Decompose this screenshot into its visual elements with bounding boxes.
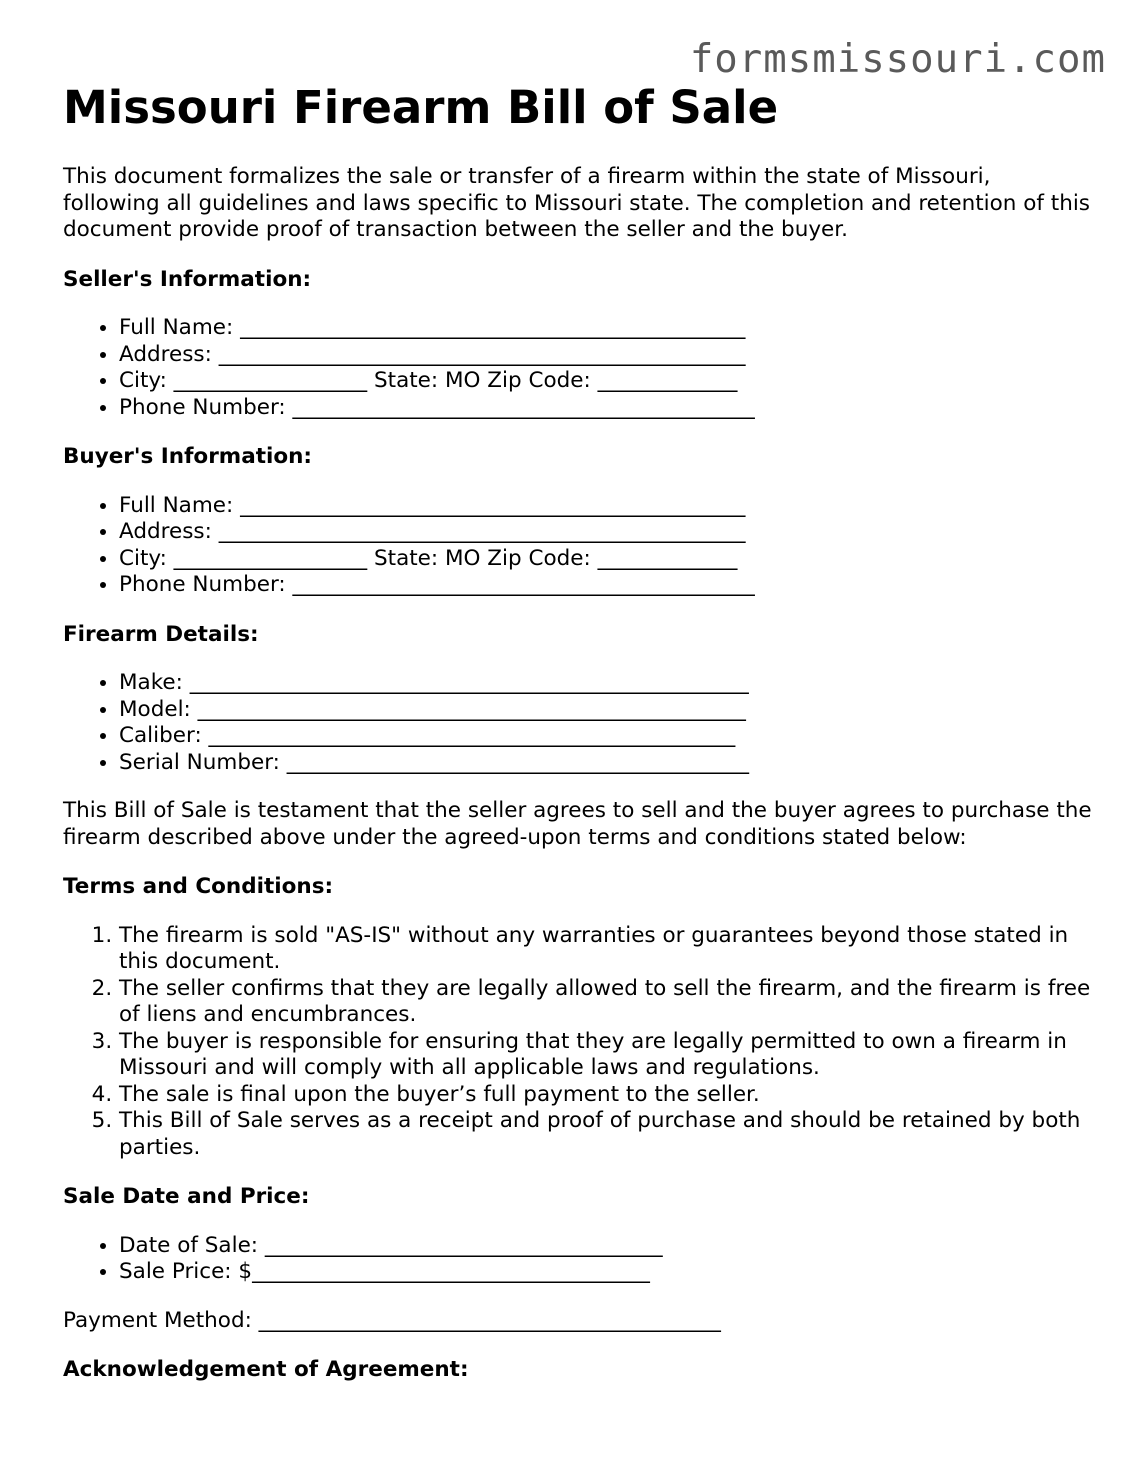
buyer-list (63, 493, 1093, 599)
term-item: 4. The sale is final upon the buyer’s full payment to the seller. (119, 1082, 1093, 1109)
firearm-make-field[interactable]: • Make: ____________________________________________________ (119, 670, 1093, 697)
term-item: 1. The firearm is sold "AS-IS" without any warranties or guarantees beyond those stated in this document. (119, 923, 1093, 976)
terms-list (63, 923, 1093, 1162)
seller-city-state-zip-field[interactable]: • City: __________________ State: MO Zip Code: _____________ (119, 368, 1093, 395)
buyer-city-state-zip-field[interactable]: • City: __________________ State: MO Zip Code: _____________ (119, 546, 1093, 573)
firearm-heading: Firearm Details: (63, 621, 259, 647)
seller-heading: Seller's Information: (63, 266, 312, 292)
seller-phone-field[interactable]: • Phone Number: ___________________________________________ (119, 395, 1093, 422)
buyer-address-field[interactable]: • Address: _________________________________________________ (119, 519, 1093, 546)
term-item: 5. This Bill of Sale serves as a receipt and proof of purchase and should be retained by both parties. (119, 1108, 1093, 1161)
sale-price-field[interactable]: • Sale Price: $_____________________________________ (119, 1259, 1093, 1286)
term-item: 3. The buyer is responsible for ensuring that they are legally permitted to own a firearm in Missouri and will comply with all applicable laws and regulations. (119, 1029, 1093, 1082)
firearm-list (63, 670, 1093, 776)
buyer-full-name-field[interactable]: • Full Name: _______________________________________________ (119, 493, 1093, 520)
terms-heading: Terms and Conditions: (63, 874, 334, 899)
term-item: 2. The seller confirms that they are legally allowed to sell the firearm, and the firearm is free of liens and encumbrances. (119, 976, 1093, 1029)
watermark: formsmissouri.com (689, 37, 1106, 82)
buyer-heading: Buyer's Information: (63, 444, 313, 469)
firearm-model-field[interactable]: • Model: ___________________________________________________ (119, 697, 1093, 724)
document-page (63, 80, 1093, 1384)
acknowledgement-heading: Acknowledgement of Agreement: (63, 1357, 469, 1382)
sale-list (63, 1233, 1093, 1286)
firearm-serial-field[interactable]: • Serial Number: ___________________________________________ (119, 750, 1093, 777)
seller-list (63, 315, 1093, 421)
page-title: Missouri Firearm Bill of Sale (63, 81, 779, 134)
payment-method-field[interactable]: Payment Method: ___________________________________________ (63, 1307, 721, 1333)
firearm-caliber-field[interactable]: • Caliber: _________________________________________________ (119, 723, 1093, 750)
sale-date-field[interactable]: • Date of Sale: _____________________________________ (119, 1233, 1093, 1260)
intro-paragraph: This document formalizes the sale or transfer of a firearm within the state of Missouri, following all guidelines and laws specific to Missouri state. The completion and retention of this document provide proof of transaction between the seller and the buyer. (63, 164, 1091, 242)
sale-heading: Sale Date and Price: (63, 1184, 310, 1209)
testament-paragraph: This Bill of Sale is testament that the seller agrees to sell and the buyer agrees to purchase the firearm described above under the agreed-upon terms and conditions stated below: (63, 798, 1092, 850)
buyer-phone-field[interactable]: • Phone Number: ___________________________________________ (119, 572, 1093, 599)
seller-address-field[interactable]: • Address: _________________________________________________ (119, 342, 1093, 369)
seller-full-name-field[interactable]: • Full Name: _______________________________________________ (119, 315, 1093, 342)
